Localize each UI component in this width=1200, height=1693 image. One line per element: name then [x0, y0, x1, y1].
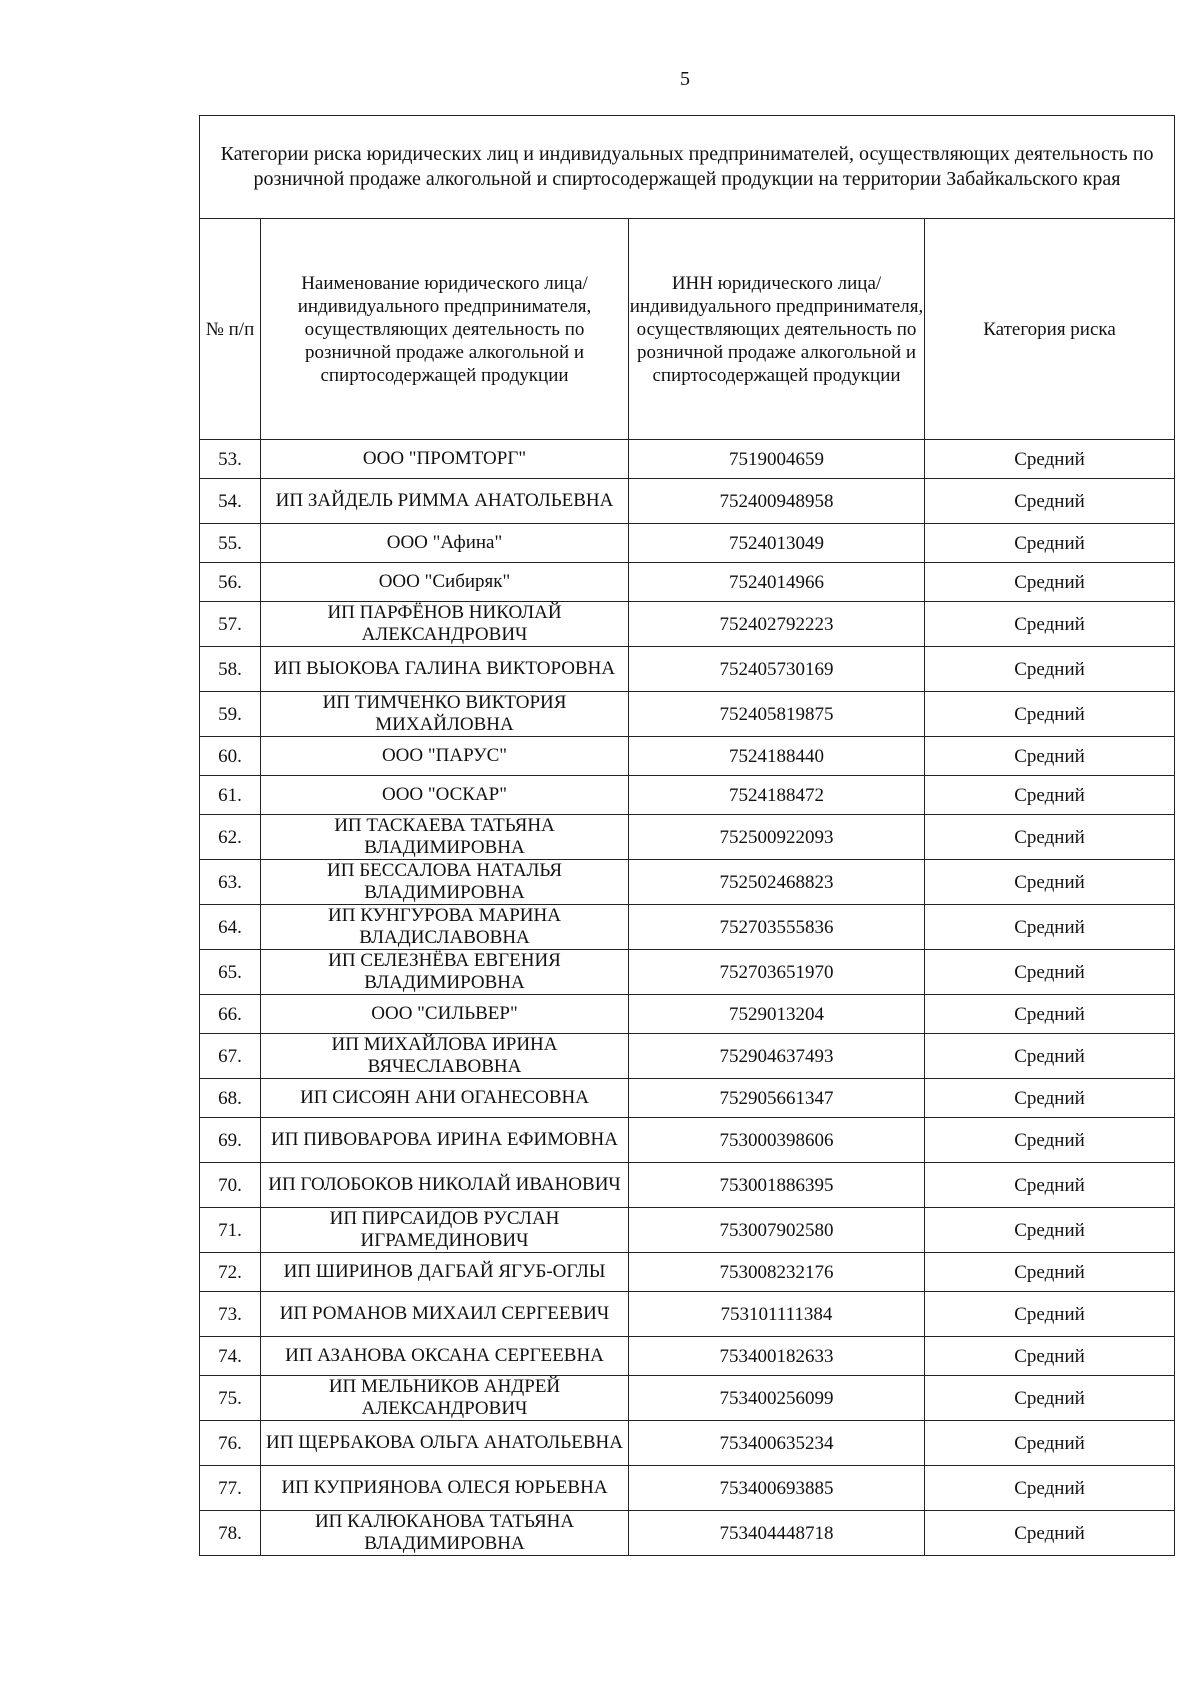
row-name: ИП ЩЕРБАКОВА ОЛЬГА АНАТОЛЬЕВНА	[261, 1421, 629, 1466]
table-row	[200, 440, 1175, 479]
row-name: ИП БЕССАЛОВА НАТАЛЬЯ ВЛАДИМИРОВНА	[261, 860, 629, 905]
row-name: ИП ТАСКАЕВА ТАТЬЯНА ВЛАДИМИРОВНА	[261, 815, 629, 860]
header-category: Категория риска	[925, 219, 1175, 440]
row-name: ИП ПАРФЁНОВ НИКОЛАЙ АЛЕКСАНДРОВИЧ	[261, 602, 629, 647]
row-name: ИП СЕЛЕЗНЁВА ЕВГЕНИЯ ВЛАДИМИРОВНА	[261, 950, 629, 995]
row-name: ИП ВЫОКОВА ГАЛИНА ВИКТОРОВНА	[261, 647, 629, 692]
row-inn: 752703651970	[629, 950, 925, 995]
row-inn: 752703555836	[629, 905, 925, 950]
row-inn: 753007902580	[629, 1208, 925, 1253]
row-inn: 7519004659	[629, 440, 925, 479]
row-category: Средний	[925, 905, 1175, 950]
row-name: ИП РОМАНОВ МИХАИЛ СЕРГЕЕВИЧ	[261, 1292, 629, 1337]
row-name: ИП КАЛЮКАНОВА ТАТЬЯНА ВЛАДИМИРОВНА	[261, 1511, 629, 1556]
table-row	[200, 1466, 1175, 1511]
row-name: ООО "СИЛЬВЕР"	[261, 995, 629, 1034]
table-row	[200, 692, 1175, 737]
row-num: 61.	[200, 776, 261, 815]
row-num: 72.	[200, 1253, 261, 1292]
row-category: Средний	[925, 1079, 1175, 1118]
row-name: ИП СИСОЯН АНИ ОГАНЕСОВНА	[261, 1079, 629, 1118]
row-inn: 7524014966	[629, 563, 925, 602]
table-row	[200, 1292, 1175, 1337]
row-num: 62.	[200, 815, 261, 860]
row-name: ИП МЕЛЬНИКОВ АНДРЕЙ АЛЕКСАНДРОВИЧ	[261, 1376, 629, 1421]
header-inn: ИНН юридического лица/индивидуального предпринимателя, осуществляющих деятельность по розничной продаже алкогольной и спиртосодержащей продукции	[629, 219, 925, 440]
row-name: ИП ПИРСАИДОВ РУСЛАН ИГРАМЕДИНОВИЧ	[261, 1208, 629, 1253]
row-num: 75.	[200, 1376, 261, 1421]
row-category: Средний	[925, 1337, 1175, 1376]
table-body	[200, 440, 1175, 1556]
row-category: Средний	[925, 1292, 1175, 1337]
row-category: Средний	[925, 1253, 1175, 1292]
row-category: Средний	[925, 995, 1175, 1034]
row-num: 65.	[200, 950, 261, 995]
row-inn: 753404448718	[629, 1511, 925, 1556]
row-num: 59.	[200, 692, 261, 737]
row-inn: 753101111384	[629, 1292, 925, 1337]
row-inn: 752405819875	[629, 692, 925, 737]
table-row	[200, 1079, 1175, 1118]
table-row	[200, 1376, 1175, 1421]
row-num: 73.	[200, 1292, 261, 1337]
table-title: Категории риска юридических лиц и индивидуальных предпринимателей, осуществляющих деятельность по розничной продаже алкогольной и спиртосодержащей продукции на территории Забайкальского края	[200, 116, 1175, 219]
row-name: ООО "Афина"	[261, 524, 629, 563]
row-num: 68.	[200, 1079, 261, 1118]
row-inn: 752502468823	[629, 860, 925, 905]
row-name: ООО "ПРОМТОРГ"	[261, 440, 629, 479]
row-inn: 753001886395	[629, 1163, 925, 1208]
row-inn: 753400635234	[629, 1421, 925, 1466]
row-name: ИП ПИВОВАРОВА ИРИНА ЕФИМОВНА	[261, 1118, 629, 1163]
table-row	[200, 905, 1175, 950]
table-row	[200, 1118, 1175, 1163]
row-name: ИП ТИМЧЕНКО ВИКТОРИЯ МИХАЙЛОВНА	[261, 692, 629, 737]
row-category: Средний	[925, 776, 1175, 815]
row-name: ИП КУПРИЯНОВА ОЛЕСЯ ЮРЬЕВНА	[261, 1466, 629, 1511]
table-row	[200, 1163, 1175, 1208]
row-inn: 752402792223	[629, 602, 925, 647]
row-category: Средний	[925, 479, 1175, 524]
table-row	[200, 1511, 1175, 1556]
row-inn: 753400693885	[629, 1466, 925, 1511]
row-name: ООО "ОСКАР"	[261, 776, 629, 815]
row-num: 56.	[200, 563, 261, 602]
row-category: Средний	[925, 563, 1175, 602]
row-name: ООО "ПАРУС"	[261, 737, 629, 776]
table-row	[200, 1421, 1175, 1466]
row-category: Средний	[925, 1466, 1175, 1511]
table-row	[200, 860, 1175, 905]
row-num: 57.	[200, 602, 261, 647]
row-category: Средний	[925, 950, 1175, 995]
row-num: 58.	[200, 647, 261, 692]
table-row	[200, 950, 1175, 995]
row-inn: 753400182633	[629, 1337, 925, 1376]
row-category: Средний	[925, 815, 1175, 860]
row-category: Средний	[925, 440, 1175, 479]
table-row	[200, 647, 1175, 692]
row-inn: 752400948958	[629, 479, 925, 524]
table-row	[200, 1253, 1175, 1292]
row-inn: 753000398606	[629, 1118, 925, 1163]
row-inn: 752405730169	[629, 647, 925, 692]
row-num: 66.	[200, 995, 261, 1034]
row-num: 53.	[200, 440, 261, 479]
row-inn: 752500922093	[629, 815, 925, 860]
row-num: 63.	[200, 860, 261, 905]
row-name: ИП ЗАЙДЕЛЬ РИММА АНАТОЛЬЕВНА	[261, 479, 629, 524]
row-category: Средний	[925, 1208, 1175, 1253]
header-num: № п/п	[200, 219, 261, 440]
table-row	[200, 563, 1175, 602]
table-row	[200, 1034, 1175, 1079]
row-num: 54.	[200, 479, 261, 524]
row-num: 70.	[200, 1163, 261, 1208]
row-num: 67.	[200, 1034, 261, 1079]
row-name: ИП ГОЛОБОКОВ НИКОЛАЙ ИВАНОВИЧ	[261, 1163, 629, 1208]
row-category: Средний	[925, 860, 1175, 905]
row-num: 71.	[200, 1208, 261, 1253]
row-category: Средний	[925, 737, 1175, 776]
row-category: Средний	[925, 1376, 1175, 1421]
row-num: 60.	[200, 737, 261, 776]
row-name: ИП АЗАНОВА ОКСАНА СЕРГЕЕВНА	[261, 1337, 629, 1376]
table-row	[200, 815, 1175, 860]
row-num: 77.	[200, 1466, 261, 1511]
row-category: Средний	[925, 602, 1175, 647]
row-name: ИП ШИРИНОВ ДАГБАЙ ЯГУБ-ОГЛЫ	[261, 1253, 629, 1292]
row-inn: 7524188472	[629, 776, 925, 815]
table-row	[200, 737, 1175, 776]
row-category: Средний	[925, 692, 1175, 737]
table-row	[200, 602, 1175, 647]
risk-category-table	[199, 115, 1175, 1556]
row-name: ИП КУНГУРОВА МАРИНА ВЛАДИСЛАВОВНА	[261, 905, 629, 950]
table-row	[200, 776, 1175, 815]
row-inn: 752904637493	[629, 1034, 925, 1079]
table-row	[200, 479, 1175, 524]
header-name: Наименование юридического лица/индивидуального предпринимателя, осуществляющих деятельность по розничной продаже алкогольной и спиртосодержащей продукции	[261, 219, 629, 440]
row-num: 78.	[200, 1511, 261, 1556]
row-inn: 753400256099	[629, 1376, 925, 1421]
row-inn: 7524013049	[629, 524, 925, 563]
row-category: Средний	[925, 524, 1175, 563]
row-category: Средний	[925, 1034, 1175, 1079]
row-num: 76.	[200, 1421, 261, 1466]
row-inn: 7524188440	[629, 737, 925, 776]
row-num: 74.	[200, 1337, 261, 1376]
row-num: 64.	[200, 905, 261, 950]
page-number: 5	[680, 68, 690, 90]
row-inn: 7529013204	[629, 995, 925, 1034]
table-row	[200, 524, 1175, 563]
table-row	[200, 1337, 1175, 1376]
row-num: 55.	[200, 524, 261, 563]
row-name: ИП МИХАЙЛОВА ИРИНА ВЯЧЕСЛАВОВНА	[261, 1034, 629, 1079]
row-category: Средний	[925, 1163, 1175, 1208]
row-category: Средний	[925, 1421, 1175, 1466]
table-row	[200, 1208, 1175, 1253]
table-row	[200, 995, 1175, 1034]
row-category: Средний	[925, 1511, 1175, 1556]
row-category: Средний	[925, 1118, 1175, 1163]
row-num: 69.	[200, 1118, 261, 1163]
row-inn: 752905661347	[629, 1079, 925, 1118]
row-name: ООО "Сибиряк"	[261, 563, 629, 602]
row-category: Средний	[925, 647, 1175, 692]
row-inn: 753008232176	[629, 1253, 925, 1292]
